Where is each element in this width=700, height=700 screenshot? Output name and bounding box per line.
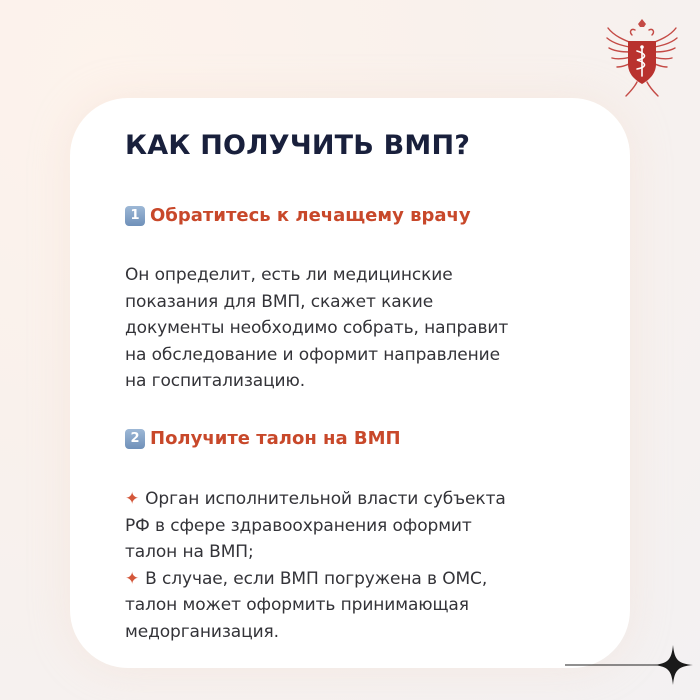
step-2-heading bbox=[125, 428, 401, 449]
text-line: медорганизация. bbox=[125, 621, 279, 642]
text-line: В случае, если ВМП погружена в ОМС, bbox=[145, 568, 488, 589]
text-line: Орган исполнительной власти субъекта bbox=[145, 489, 506, 509]
bullet-item bbox=[125, 566, 595, 593]
keycap-number-icon: 2 bbox=[125, 429, 145, 449]
step-1-description bbox=[125, 262, 595, 395]
sparkle-line-decoration-icon bbox=[565, 640, 700, 690]
step-1-heading bbox=[125, 205, 471, 226]
ministry-emblem-icon bbox=[604, 18, 680, 102]
text-line: показания для ВМП, скажет какие bbox=[125, 291, 434, 312]
text-line: на обследование и оформит направление bbox=[125, 344, 500, 365]
text-line: на госпитализацию. bbox=[125, 371, 306, 391]
text-line: документы необходимо собрать, направит bbox=[125, 318, 509, 338]
text-line: Он определит, есть ли медицинские bbox=[125, 265, 453, 285]
four-point-star-icon: ✦ bbox=[125, 568, 140, 589]
keycap-number-icon: 1 bbox=[125, 206, 145, 226]
text-line: талон может оформить принимающая bbox=[125, 595, 469, 615]
bullet-item bbox=[125, 486, 595, 513]
step-2-description bbox=[125, 486, 595, 645]
step-1-text: Обратитесь к лечащему врачу bbox=[150, 205, 471, 226]
page-title: КАК ПОЛУЧИТЬ ВМП? bbox=[125, 130, 471, 161]
text-line: талон на ВМП; bbox=[125, 542, 254, 562]
four-point-star-icon: ✦ bbox=[125, 489, 140, 509]
step-2-text: Получите талон на ВМП bbox=[150, 428, 401, 449]
text-line: РФ в сфере здравоохранения оформит bbox=[125, 515, 472, 536]
